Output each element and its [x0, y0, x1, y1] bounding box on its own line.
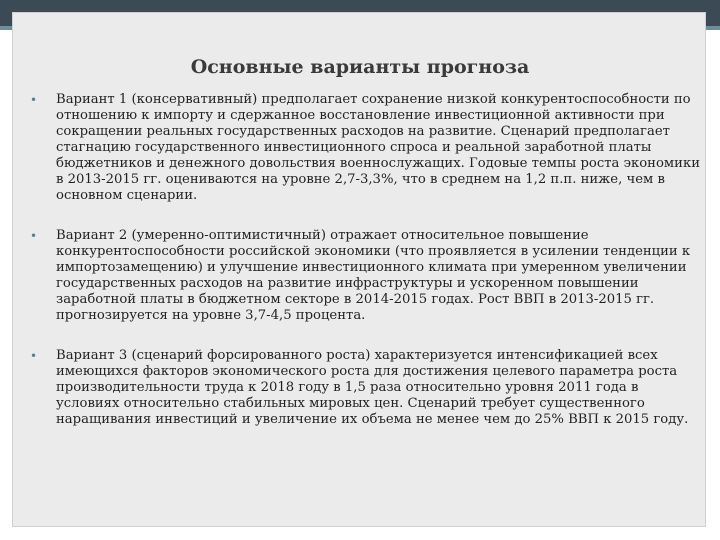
item-lead: Вариант 3 (сценарий форсированного роста) — [56, 348, 371, 363]
item-lead: Вариант 2 (умеренно-оптимистичный) — [56, 228, 326, 243]
bullet-icon: • — [30, 229, 38, 243]
item-lead: Вариант 1 (консервативный) — [56, 92, 258, 107]
list-item — [26, 348, 702, 428]
bullet-icon: • — [30, 349, 38, 363]
list-item — [26, 92, 702, 204]
item-text: характеризуется интенсификацией всех имеющихся факторов экономического роста для достижения целевого параметра роста производительности труда к 2018 году в 1,5 раза относительно уровня 2011 года в условиях относительно стабильных мировых цен. Сценарий требует существенного наращивания инвестиций и увеличение их объема не менее чем до 25% ВВП к 2015 году. — [56, 348, 689, 427]
bullet-list — [26, 92, 702, 452]
item-text: отражает относительное повышение конкурентоспособности российской экономики (что проявляется в усилении тенденции к импортозамещению) и улучшение инвестиционного климата при умеренном увеличении государственных расходов на развитие инфраструктуры и ускоренном повышении заработной платы в бюджетном секторе в 2014-2015 годах. Рост ВВП в 2013-2015 гг. прогнозируется на уровне 3,7-4,5 процента. — [56, 228, 691, 323]
bullet-icon: • — [30, 93, 38, 107]
item-text: предполагает сохранение низкой конкурентоспособности по отношению к импорту и сдержанное восстановление инвестиционной активности при сокращении реальных государственных расходов на развитие. Сценарий предполагает стагнацию государственного инвестиционного спроса и реальной заработной платы бюджетников и денежного довольствия военнослужащих. Годовые темпы роста экономики в 2013-2015 гг. оцениваются на уровне 2,7-3,3%, что в среднем на 1,2 п.п. ниже, чем в основном сценарии. — [56, 92, 700, 203]
slide-title: Основные варианты прогноза — [190, 56, 530, 78]
list-item — [26, 228, 702, 324]
